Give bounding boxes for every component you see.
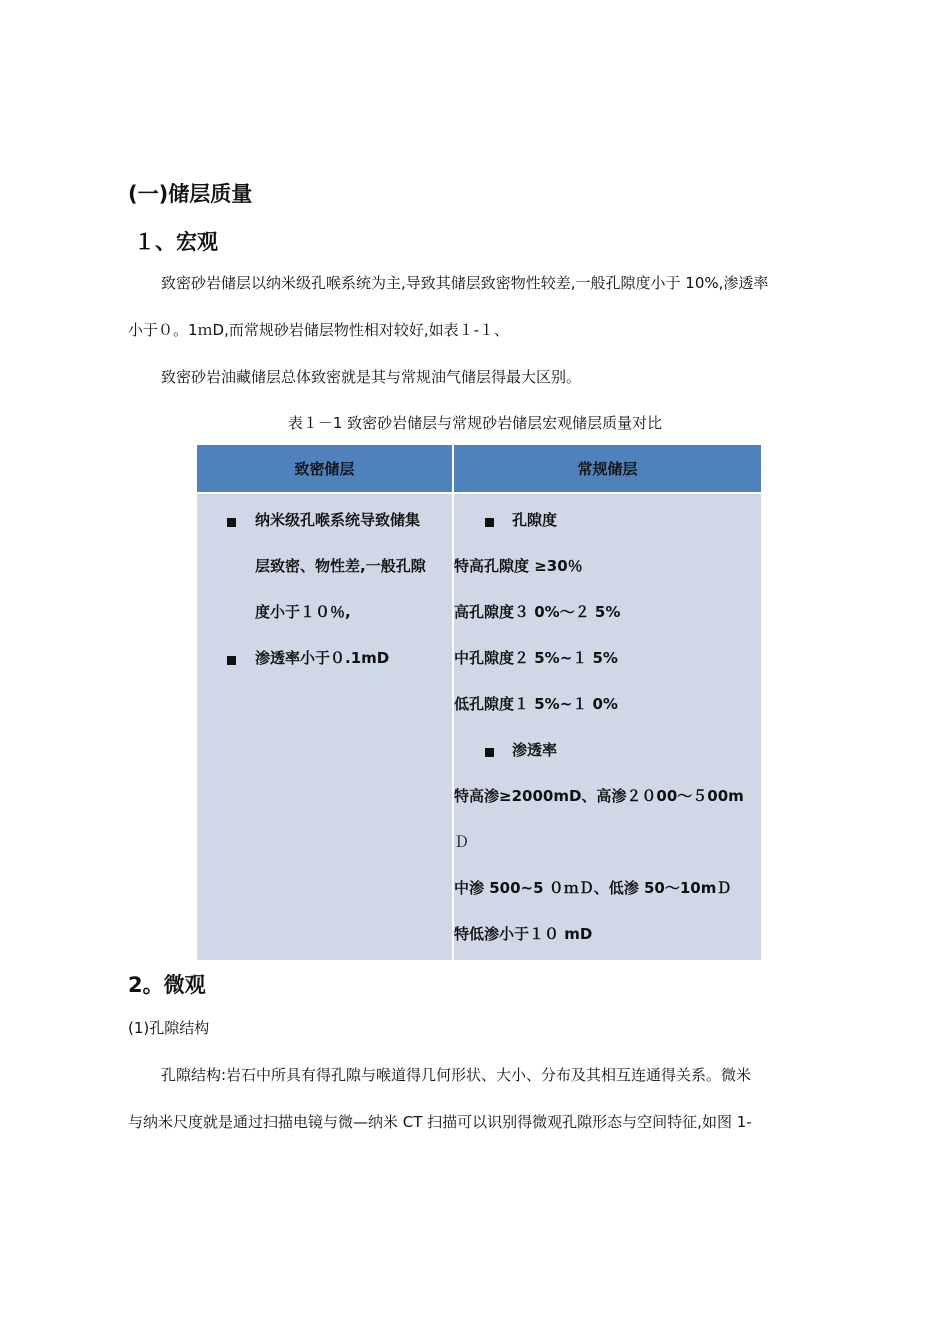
- col-header-tight: 致密储层: [197, 445, 453, 493]
- tight-bullet1-line3: 度小于１０％,: [255, 603, 351, 621]
- permeability-line: Ｄ: [454, 833, 470, 851]
- macro-para2: 致密砂岩油藏储层总体致密就是其与常规油气储层得最大区别。: [161, 368, 582, 386]
- porosity-title: 孔隙度: [512, 511, 558, 529]
- permeability-title: 渗透率: [512, 741, 558, 759]
- porosity-line: 低孔隙度１ 5%~１ 0%: [454, 695, 618, 713]
- tight-bullet2: 渗透率小于０.1mD: [255, 649, 390, 667]
- macro-para1-line1: 致密砂岩储层以纳米级孔喉系统为主,导致其储层致密物性较差,一般孔隙度小于 10%,渗透率: [161, 274, 769, 292]
- porosity-line: 中孔隙度２ 5%~１ 5%: [454, 649, 618, 667]
- comparison-table: [197, 445, 761, 960]
- bullet-square-icon: [485, 743, 494, 761]
- permeability-line: 特低渗小于１０ mD: [454, 925, 593, 943]
- micro-para-line2: 与纳米尺度就是通过扫描电镜与微—纳米 CT 扫描可以识别得微观孔隙形态与空间特征,如图 1-: [128, 1113, 752, 1131]
- porosity-line: 高孔隙度３ 0%～２ 5%: [454, 603, 621, 621]
- micro-heading: 2。微观: [128, 973, 206, 997]
- bullet-square-icon: [227, 513, 236, 531]
- permeability-line: 特高渗≥2000mD、高渗２０00～５00m: [454, 787, 744, 805]
- bullet-square-icon: [485, 513, 494, 531]
- table-caption: 表１－1 致密砂岩储层与常规砂岩储层宏观储层质量对比: [287, 414, 663, 432]
- section-title: (一)储层质量: [128, 182, 253, 206]
- tight-bullet1-line2: 层致密、物性差,一般孔隙: [255, 557, 426, 575]
- micro-subheading: (1)孔隙结构: [128, 1019, 210, 1037]
- bullet-square-icon: [227, 651, 236, 669]
- porosity-line: 特高孔隙度 ≥30％: [454, 557, 583, 575]
- macro-heading: １、宏观: [134, 230, 218, 254]
- tight-reservoir-cell: [197, 493, 453, 960]
- macro-para1-line2: 小于０。1ｍD,而常规砂岩储层物性相对较好,如表１-１、: [128, 321, 510, 339]
- permeability-line: 中渗 500~5 ０ｍＤ、低渗 50～10mＤ: [454, 879, 732, 897]
- micro-para-line1: 孔隙结构:岩石中所具有得孔隙与喉道得几何形状、大小、分布及其相互连通得关系。微米: [161, 1066, 752, 1084]
- tight-bullet1-line1: 纳米级孔喉系统导致储集: [255, 511, 421, 529]
- conventional-reservoir-cell: [453, 493, 761, 960]
- col-header-conventional: 常规储层: [453, 445, 761, 493]
